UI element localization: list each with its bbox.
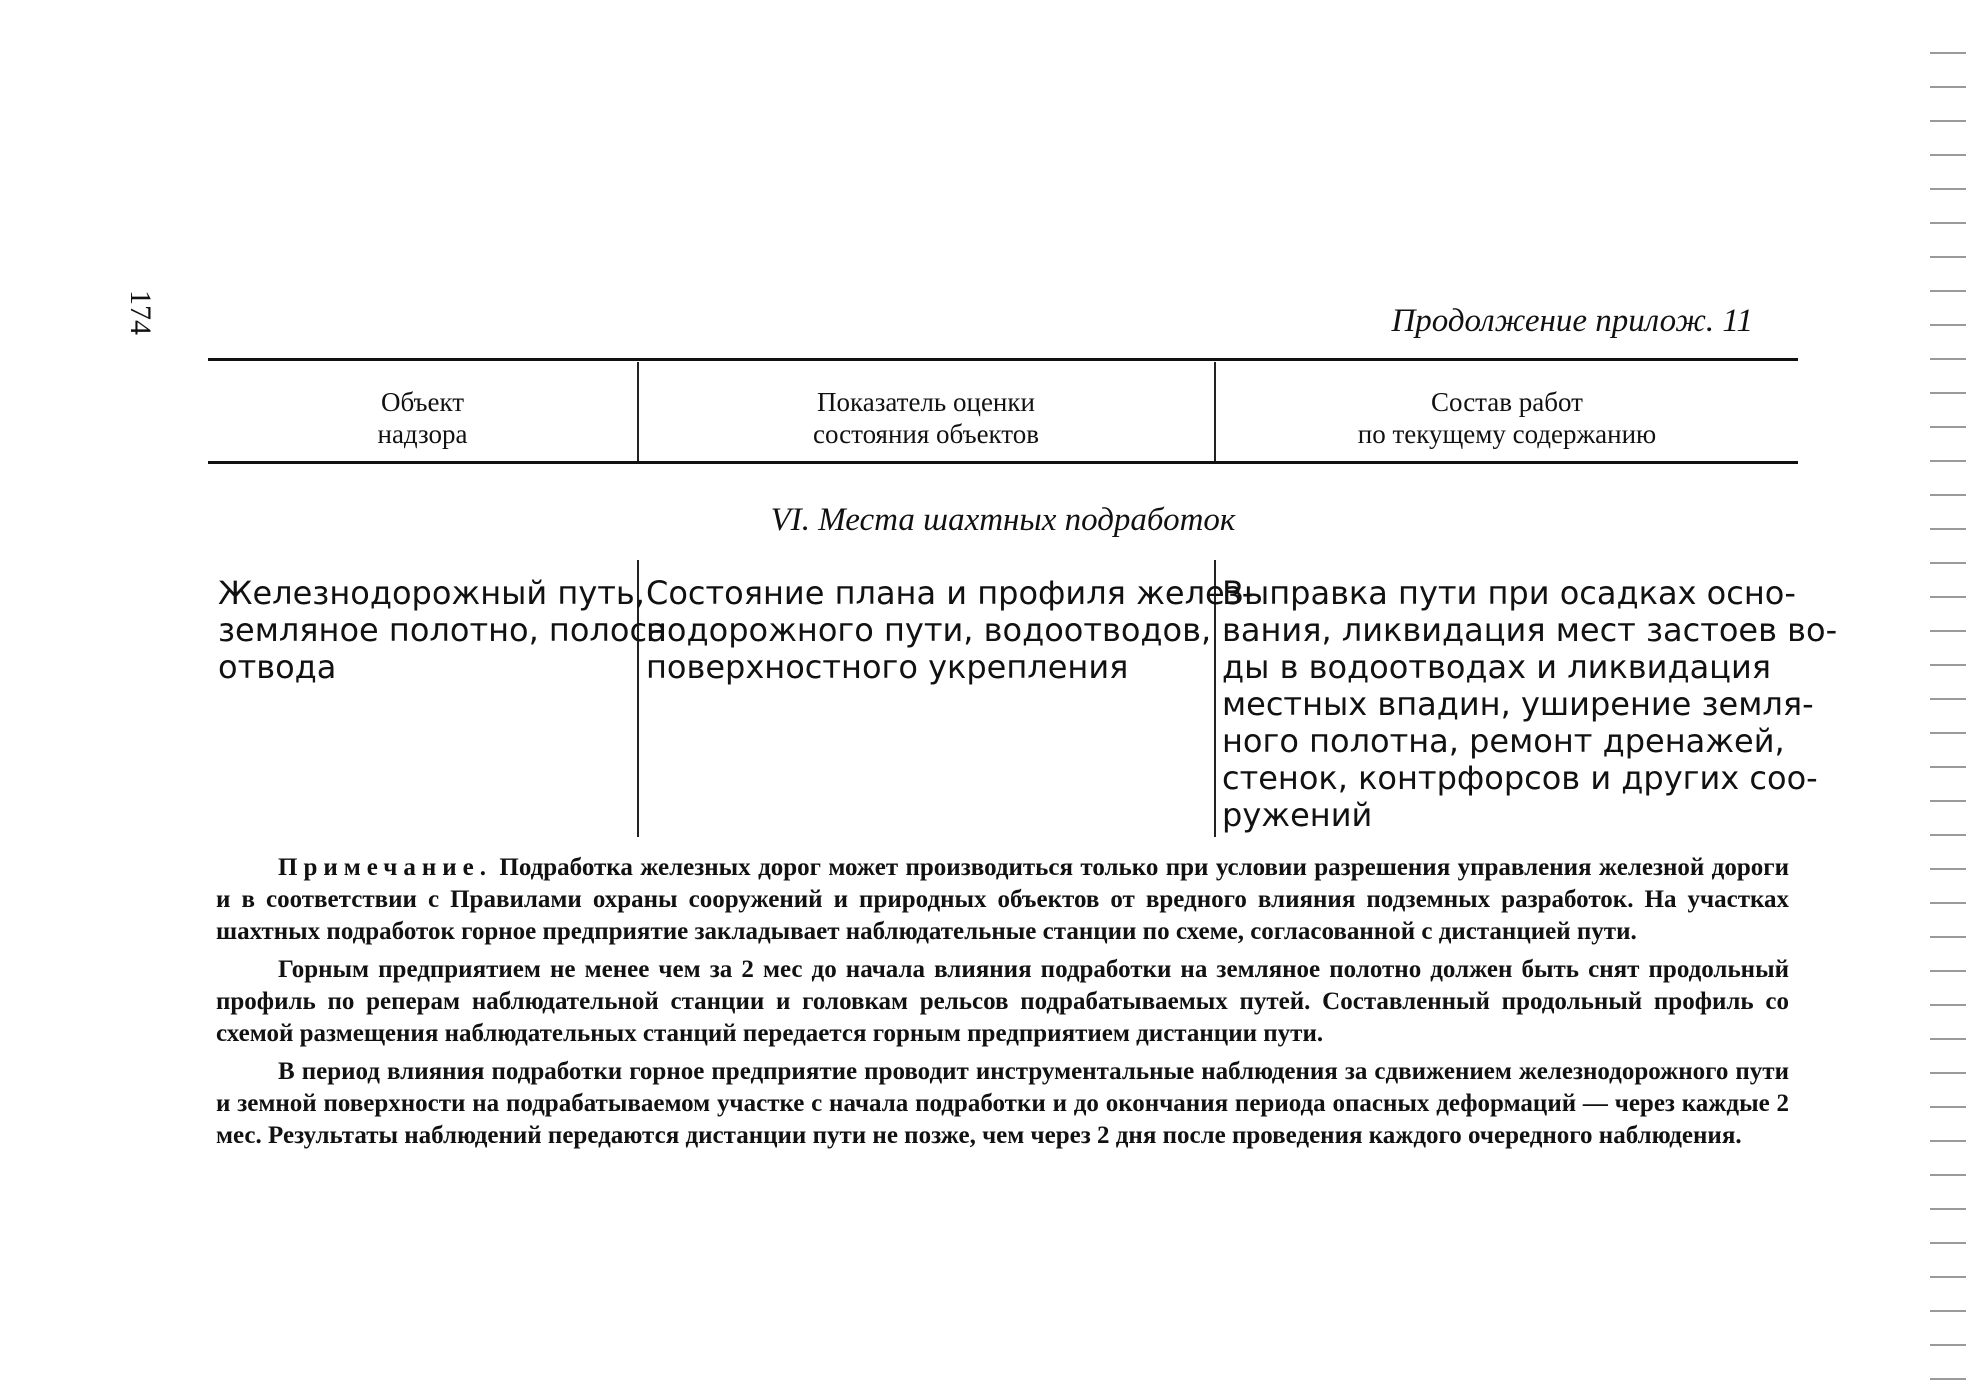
continuation-label: Продолжение прилож. 11 xyxy=(1391,303,1753,339)
header-indicator-line1: Показатель оценки xyxy=(817,387,1035,417)
cell-works-line: ного полотна, ремонт дренажей, xyxy=(1222,722,1785,760)
notes xyxy=(216,852,1789,1158)
note-paragraph-3: В период влияния подработки горное предприятие проводит инструментальные наблюдения за сдвижением железнодорожного пути и земной поверхности на подрабатываемом участке с начала подработки и до окончания периода опасных деформаций — через каждые 2 мес. Результаты наблюдений передаются дистанции пути не позже, чем через 2 дня после проведения каждого очередного наблюдения. xyxy=(216,1058,1789,1149)
header-works-line1: Состав работ xyxy=(1431,387,1583,417)
cell-works xyxy=(1222,575,1837,834)
cell-works-line: стенок, контрфорсов и других соо- xyxy=(1222,759,1818,797)
cell-indicator-line: поверхностного укрепления xyxy=(646,648,1129,686)
cell-works-line: ды в водоотводах и ликвидация xyxy=(1222,648,1771,686)
note-label: Примечание. xyxy=(278,854,493,881)
note-paragraph-2: Горным предприятием не менее чем за 2 мес до начала влияния подработки на земляное полотно должен быть снят продольный профиль по реперам наблюдательной станции и головкам рельсов подрабатываемых путей. Составленный продольный профиль со схемой размещения наблюдательных станций передается горным предприятием дистанции пути. xyxy=(216,956,1789,1047)
cell-indicator-line: нодорожного пути, водоотводов, xyxy=(646,611,1212,649)
header-works-line2: по текущему содержанию xyxy=(1357,419,1657,449)
cell-indicator-line: Состояние плана и профиля желез- xyxy=(646,574,1254,612)
section-title: VI. Места шахтных подработок xyxy=(770,502,1236,538)
cell-object-line: Железнодорожный путь, xyxy=(218,574,645,612)
header-top-rule xyxy=(208,358,1798,361)
header-object-line1: Объект xyxy=(380,387,465,417)
header-bottom-rule xyxy=(208,461,1798,464)
cell-works-line: ружений xyxy=(1222,796,1373,834)
note-paragraph-1-text: Подработка железных дорог может производиться только при условии разрешения управления железной дороги и в соответствии с Правилами охраны сооружений и природных объектов от вредного влияния подземных разработок. На участках шахтных подработок горное предприятие закладывает наблюдательные станции по схеме, согласованной с дистанцией пути. xyxy=(216,854,1789,945)
cell-indicator xyxy=(646,575,1253,686)
header-divider-1 xyxy=(637,362,639,461)
page-number: 174 xyxy=(124,290,157,335)
header-object xyxy=(210,386,635,450)
cell-object-line: земляное полотно, полоса xyxy=(218,611,667,649)
cell-works-line: вания, ликвидация мест застоев во- xyxy=(1222,611,1838,649)
header-works xyxy=(1217,386,1797,450)
cell-works-line: Выправка пути при осадках осно- xyxy=(1222,574,1796,612)
header-indicator xyxy=(640,386,1212,450)
cell-object xyxy=(218,575,667,686)
header-indicator-line2: состояния объектов xyxy=(812,419,1040,449)
note-paragraph-1 xyxy=(216,852,1789,948)
header-object-line2: надзора xyxy=(377,419,468,449)
cell-object-line: отвода xyxy=(218,648,337,686)
edge-dashes xyxy=(1930,20,1966,1380)
header-divider-2 xyxy=(1214,362,1216,461)
cell-works-line: местных впадин, уширение земля- xyxy=(1222,685,1814,723)
